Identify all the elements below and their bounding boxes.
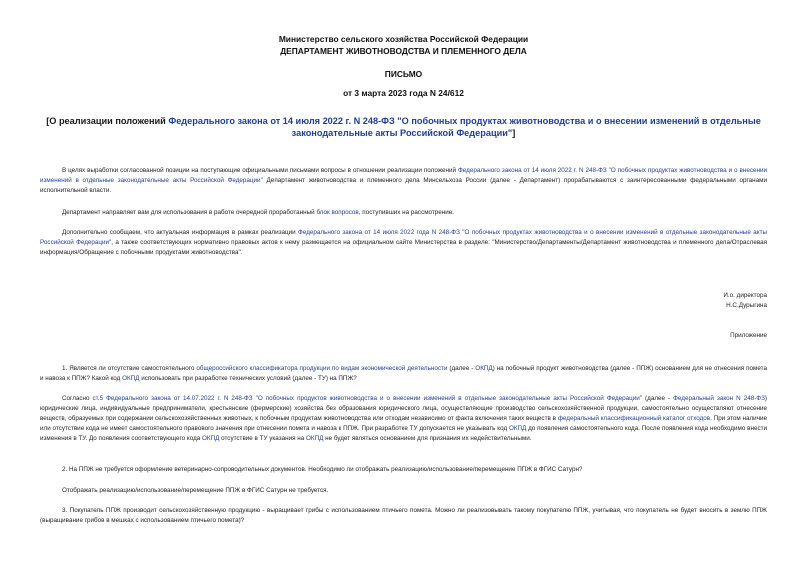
para1-law-link[interactable]: Федерального закона от 14 июля 2022 г. N 248-ФЗ "О побочных продуктах животноводства и о внесении изменений в отдельные законодательные акты Российской Федерации" xyxy=(40,167,767,185)
ministry-name: Министерство сельского хозяйства Российской Федерации xyxy=(278,34,529,44)
para3-text-1: Дополнительно сообщаем, что актуальная информация в рамках реализации xyxy=(62,229,299,236)
paragraph-intro xyxy=(40,166,767,196)
a1-text-2: (далее - xyxy=(642,395,674,402)
answer-2 xyxy=(40,486,767,496)
department-name: ДЕПАРТАМЕНТ ЖИВОТНОВОДСТВА И ПЛЕМЕННОГО ДЕЛА xyxy=(280,46,527,56)
appendix-label: Приложение xyxy=(730,332,767,339)
question-2 xyxy=(40,465,767,475)
waste-catalog-link[interactable]: федеральный классификационный каталог отходов xyxy=(557,415,711,423)
a1-text-7: не будет являться основанием для признания их недействительными. xyxy=(323,435,532,443)
title-law-link[interactable]: Федерального закона от 14 июля 2022 г. N 248-ФЗ "О побочных продуктах животноводства и о внесении изменений в отдельные законодательные акты Российской Федерации" xyxy=(168,116,761,138)
q2-text: 2. На ППЖ не требуется оформление ветеринарно-сопроводительных документов. Необходимо ли отображать реализацию/использование/перемещение ППЖ в ФГИС Сатурн? xyxy=(62,466,583,473)
question-1 xyxy=(40,364,767,384)
question-3 xyxy=(40,506,767,526)
document-date-number: от 3 марта 2023 года N 24/612 xyxy=(343,88,464,98)
law-248-link[interactable]: Федеральный закон N 248-ФЗ xyxy=(673,395,765,402)
q3-text: 3. Покупатель ППЖ производит сельскохозяйственную продукцию - выращивает грибы с использованием птичьего помета. Можно ли реализовывать такому покупателю ППЖ, учитывая, что покупатель не будет вносить в землю ППЖ (выращивание грибов в мешках с использованием птичьего помета)? xyxy=(40,507,767,525)
q1-text-4: использовать при разработке технических условий (далее - ТУ) на ППЖ? xyxy=(139,375,357,383)
title-close: ] xyxy=(512,127,516,138)
signature-block xyxy=(723,291,767,311)
paragraph-additional-info xyxy=(40,228,767,258)
a1-text-6: отсутствие в ТУ указания на xyxy=(219,435,306,443)
answer-1 xyxy=(40,394,767,444)
document-title xyxy=(40,116,767,139)
paragraph-questions-block xyxy=(40,208,767,218)
para3-law-link[interactable]: Федерального закона от 14 июля 2022 года N 248-ФЗ "О побочных продуктах животноводства и о внесении изменений в отдельные законодательные акты Российской Федерации" xyxy=(40,229,767,247)
okpd-link[interactable]: ОКПД xyxy=(306,435,324,443)
okpd-classifier-link[interactable]: общероссийского классификатора продукции по видам экономической деятельности xyxy=(196,365,448,372)
okpd-link[interactable]: ОКПД xyxy=(475,365,493,372)
para3-text-2: , а также соответствующих нормативно правовых актов к нему размещается на официальном сайте Министерства в разделе: "Министерство/Департаменты/Департамент животноводства и племенного дела/Отраслевая информация/Обращение с побочными продуктами животноводства". xyxy=(40,239,768,257)
a2-text: Отображать реализацию/использование/перемещение ППЖ в ФГИС Сатурн не требуется. xyxy=(62,487,329,494)
para2-text-2: , поступивших на рассмотрение. xyxy=(358,209,455,216)
questions-block-link[interactable]: блок вопросов xyxy=(316,209,359,216)
document-type: ПИСЬМО xyxy=(384,69,423,79)
a1-text-4: . При этом наличие или отсутствие кода не имеет самостоятельного правового значения при отнесении помета и навоза к ППЖ. При разработке ТУ допускается не указывать код xyxy=(40,415,768,433)
a1-text-5: до появления самостоятельного кода. После появления кода необходимо внести изменения в ТУ. До появления соответствующего кода xyxy=(40,425,767,443)
article-5-law-link[interactable]: ст.5 Федерального закона от 14.07.2022 г. N 248-ФЗ "О побочных продуктов животноводства и о внесении изменений в отдельные законодательные акты Российской Федерации" xyxy=(92,395,643,402)
a1-text-1: Согласно xyxy=(62,395,93,402)
okpd-link[interactable]: ОКПД xyxy=(202,435,220,443)
okpd-link[interactable]: ОКПД xyxy=(122,375,140,383)
a1-text-3: ) юридические лица, индивидуальные предприниматели, крестьянские (фермерские) хозяйства без образования юридического лица, осуществляющие производство сельскохозяйственной продукции, самостоятельно осуществляют отнесение веществ, образуемых при содержании сельскохозяйственных животных, к побочным продуктам животноводства или отходам независимо от факта включения таких веществ в xyxy=(40,395,768,423)
q1-text-2: (далее - xyxy=(447,365,476,372)
signature-name: Н.С.Дурыгина xyxy=(726,302,767,309)
q1-text-3: ) на побочный продукт животноводства (далее - ППЖ) основанием для не отнесения помета и навоза к ППЖ? Какой код xyxy=(40,365,767,383)
q1-text-1: 1. Является ли отсутствие самостоятельного xyxy=(62,365,197,372)
okpd-link[interactable]: ОКПД xyxy=(508,425,527,433)
signature-position: И.о. директора xyxy=(723,292,767,299)
para1-text-2: Департамент животноводства и племенного дела Минсельхоза России (далее - Департамент) прорабатываются с заинтересованными федеральными органами исполнительной власти. xyxy=(40,177,767,195)
para1-text-1: В целях выработки согласованной позиции на поступающие официальными письмами вопросы в отношении реализации положений xyxy=(62,167,458,174)
para2-text-1: Департамент направляет вам для использования в работе очередной проработанный xyxy=(62,209,317,216)
title-open: [О реализации положений xyxy=(46,116,169,126)
